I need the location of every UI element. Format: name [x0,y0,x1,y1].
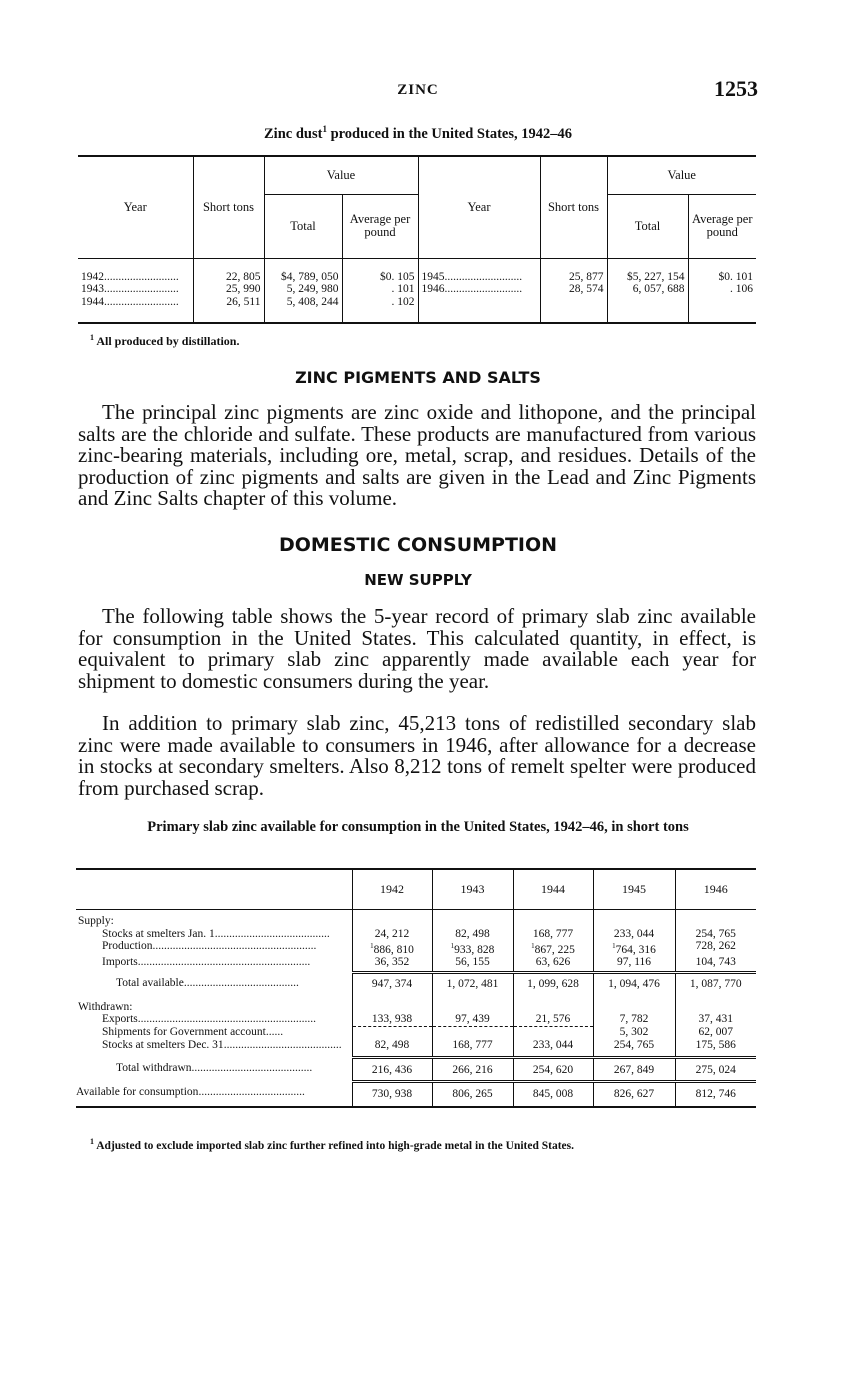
table1-caption-post: produced in the United States, 1942–46 [326,125,572,142]
table-row: 1945........................... [421,270,523,283]
t1-header-short-tons-right: Short tons [540,156,607,258]
table-row: 1946........................... [421,283,523,295]
t2-header-blank [76,869,352,909]
t1-header-year-right: Year [418,156,540,258]
t1-header-value-right: Value [607,156,756,194]
t1-right-years [418,258,540,323]
table-row: Total withdrawn.......................................... 216, 436 266, 216 254, 620 267, 849 275, 024 [76,1057,756,1081]
t1-header-value-left: Value [264,156,418,194]
supply-label: Supply: [78,915,114,927]
t2-header-year: 1942 [352,869,432,909]
page-number: 1253 [714,76,758,101]
t1-right-tons: 25, 877 28, 574 [540,258,607,323]
table-row [76,915,756,928]
withdrawn-label: Withdrawn: [78,1000,133,1013]
zinc-dust-table [78,155,756,324]
t1-header-year-left: Year [78,156,193,258]
table-row [76,1001,756,1014]
table-row: 1942.......................... [81,270,179,283]
t1-left-avg: $0. 105 . 101 . 102 [342,258,418,323]
t2-header-year: 1946 [675,869,756,909]
t1-right-total: $5, 227, 154 6, 057, 688 [607,258,688,323]
table1-caption-sup: 1 [322,124,327,134]
t1-header-average-left: Average per pound [342,194,418,258]
table-row: 1944.......................... [81,295,179,308]
table-row: Production......................................................... $^1$886, 810 $^1$933, 828 $^1$867, 225 $^1$764, 316 728, 262 [76,940,756,956]
t1-left-years [78,258,193,323]
t1-left-tons: 22, 805 25, 990 26, 511 [193,258,264,323]
table1-caption [78,121,758,143]
t1-header-short-tons-left: Short tons [193,156,264,258]
t1-header-total-right: Total [607,194,688,258]
table-row: 1943.......................... [81,283,179,295]
table1-caption-pre: Zinc dust [264,125,323,142]
t1-right-avg: $0. 101 . 106 [688,258,756,323]
table-row: Exports.............................................................. 133, 938 97, 439 21, 576 7, 782 37, 431 [76,1013,756,1026]
paragraph-supply-1: The following table shows the 5-year record of primary slab zinc available for consumption in the United States. This calculated quantity, in effect, is equivalent to primary slab zinc apparently made available each year for shipment to domestic consumers during the year. [78,604,756,693]
table-row: Stocks at smelters Dec. 31......................................... 82, 498 168, 777 233, 044 254, 765 175, 586 [76,1039,756,1058]
t1-left-total: $4, 789, 050 5, 249, 980 5, 408, 244 [264,258,342,323]
t2-header-year: 1945 [593,869,675,909]
table-row: Shipments for Government account...... 5, 302 62, 007 [76,1026,756,1039]
section-heading-domestic: DOMESTIC CONSUMPTION [278,534,558,556]
paragraph-pigments: The principal zinc pigments are zinc oxide and lithopone, and the principal salts are the chloride and sulfate. These products are manufactured from various zinc-bearing materials, including ore, metal, scrap, and residues. Details of the production of zinc pigments and salts are given in the Lead and Zinc Pigments and Zinc Salts chapter of this volume. [78,400,756,510]
paragraph-supply-2: In addition to primary slab zinc, 45,213 tons of redistilled secondary slab zinc were made available to consumers in 1946, after allowance for a decrease in stocks at secondary smelters. Also 8,212 tons of remelt spelter were produced from purchased scrap. [78,711,756,800]
page-header [78,76,758,106]
running-title: ZINC [397,82,439,98]
t2-header-year: 1943 [432,869,513,909]
t1-header-total-left: Total [264,194,342,258]
t1-header-average-right: Average per pound [688,194,756,258]
table2-caption: Primary slab zinc available for consumption in the United States, 1942–46, in short tons [147,819,689,835]
table1-footnote: $^1$ All produced by distillation. [90,333,240,348]
table-row: Available for consumption..................................... 730, 938 806, 265 845, 008 826, 627 812, 746 [76,1081,756,1107]
table2-footnote: $^1$ Adjusted to exclude imported slab zinc further refined into high-grade metal in the United States. [90,1137,575,1152]
section-heading-pigments: ZINC PIGMENTS AND SALTS [295,368,541,387]
table-row: Stocks at smelters Jan. 1........................................ 24, 212 82, 498 168, 777 233, 044 254, 765 [76,928,756,941]
t2-header-year: 1944 [513,869,593,909]
table-row: Total available........................................ 947, 374 1, 072, 481 1, 099, 628 1, 094, 476 1, 087, 770 [76,973,756,995]
primary-slab-zinc-table [76,868,756,1108]
section-heading-new-supply: NEW SUPPLY [364,571,472,589]
table-row: Imports............................................................ 36, 352 56, 155 63, 626 97, 116 104, 743 [76,956,756,973]
